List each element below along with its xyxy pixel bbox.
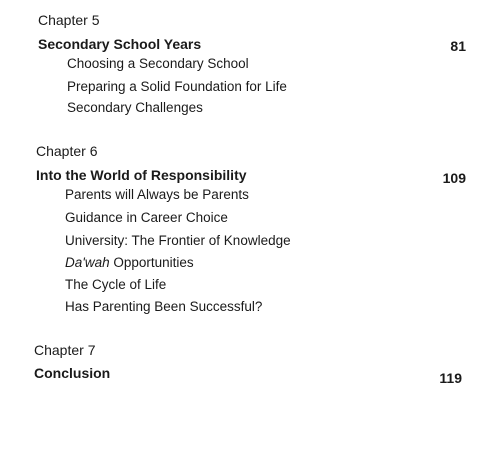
section-item: [65, 254, 194, 272]
section-item: University: The Frontier of Knowledge: [65, 233, 291, 248]
section-item-text: Opportunities: [109, 255, 194, 270]
section-item: Secondary Challenges: [67, 100, 203, 115]
section-item: Preparing a Solid Foundation for Life: [67, 79, 287, 94]
page-number: 119: [439, 370, 462, 386]
chapter-label: Chapter 7: [34, 342, 96, 358]
section-item: Has Parenting Been Successful?: [65, 299, 263, 314]
chapter-label: Chapter 5: [38, 12, 100, 28]
section-item: Parents will Always be Parents: [65, 187, 249, 202]
section-item: Choosing a Secondary School: [67, 56, 249, 71]
chapter-title: Secondary School Years: [38, 36, 202, 52]
page-number: 81: [450, 38, 466, 54]
section-item: Guidance in Career Choice: [65, 210, 228, 225]
page-number: 109: [442, 170, 466, 186]
section-item-italic: Da'wah: [65, 255, 110, 270]
chapter-title: Conclusion: [34, 365, 111, 381]
section-item: The Cycle of Life: [65, 277, 167, 292]
chapter-title: Into the World of Responsibility: [36, 167, 247, 183]
chapter-label: Chapter 6: [36, 143, 98, 159]
